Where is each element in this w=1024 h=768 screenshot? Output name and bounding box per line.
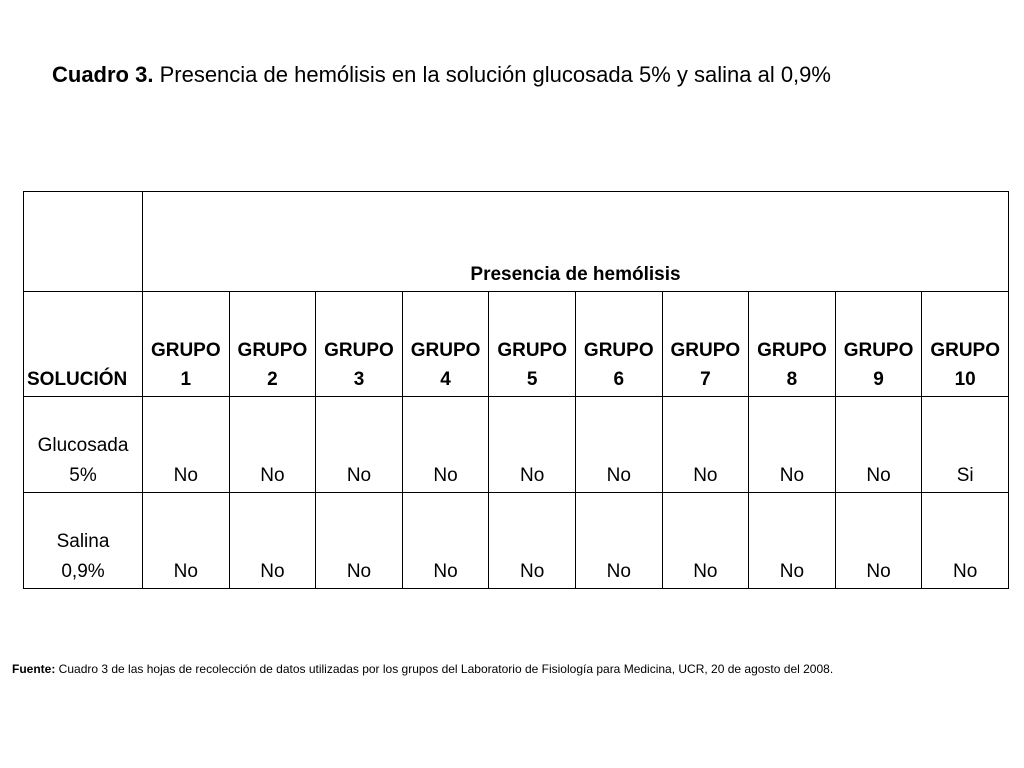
group-header-line: 7 — [700, 368, 711, 390]
table-cell: No — [229, 397, 316, 493]
row-label-line: 0,9% — [61, 560, 105, 582]
caption-label: Cuadro 3. — [52, 62, 154, 87]
row-label-line: 5% — [69, 464, 97, 486]
row-label — [24, 397, 143, 493]
group-header-line: GRUPO — [930, 340, 1001, 361]
group-header-4 — [402, 292, 489, 397]
row-label-line: Salina — [56, 531, 110, 553]
table-cell: No — [922, 493, 1009, 589]
group-header-line: 5 — [526, 368, 538, 390]
group-header-2 — [229, 292, 316, 397]
group-header-line: 9 — [873, 368, 884, 390]
group-header-5 — [489, 292, 576, 397]
group-header-line: 8 — [786, 368, 798, 390]
table-cell: No — [143, 397, 230, 493]
table-cell: No — [662, 493, 749, 589]
table-cell: No — [575, 493, 662, 589]
group-header-line: GRUPO — [410, 340, 481, 361]
group-header-6 — [575, 292, 662, 397]
group-header-7 — [662, 292, 749, 397]
table-cell: No — [229, 493, 316, 589]
table-cell: No — [316, 493, 403, 589]
table-cell: No — [316, 397, 403, 493]
table-cell: No — [489, 493, 576, 589]
group-header-line: GRUPO — [150, 340, 221, 361]
hemolysis-table — [23, 191, 1009, 589]
group-header-8 — [749, 292, 836, 397]
table-row — [24, 397, 1009, 493]
table-cell: Si — [922, 397, 1009, 493]
table-cell: No — [575, 397, 662, 493]
group-header-9 — [835, 292, 922, 397]
empty-corner-cell — [24, 192, 143, 292]
group-header-line: GRUPO — [237, 340, 308, 361]
group-header-line: GRUPO — [757, 340, 827, 361]
table-cell: No — [662, 397, 749, 493]
group-header-10 — [922, 292, 1009, 397]
table-cell: No — [749, 397, 836, 493]
table-caption — [52, 62, 831, 88]
group-header-line: GRUPO — [583, 340, 654, 361]
group-header-line: GRUPO — [324, 340, 394, 361]
table-cell: No — [402, 493, 489, 589]
group-header-line: GRUPO — [497, 340, 568, 361]
table-cell: No — [402, 397, 489, 493]
span-header: Presencia de hemólisis — [143, 192, 1009, 292]
table-cell: No — [489, 397, 576, 493]
group-header-line: 10 — [954, 368, 976, 390]
source-label: Fuente: — [12, 662, 56, 676]
row-label — [24, 493, 143, 589]
group-header-line: GRUPO — [843, 340, 914, 361]
group-header-line: 4 — [440, 368, 451, 390]
group-header-line: GRUPO — [670, 340, 741, 361]
table-row — [24, 493, 1009, 589]
table-cell: No — [749, 493, 836, 589]
row-label-line: Glucosada — [37, 435, 129, 457]
source-note — [12, 662, 833, 676]
source-text: Cuadro 3 de las hojas de recolección de datos utilizadas por los grupos del Laboratorio de Fisiología para Medicina, UCR, 20 de agosto del 2008. — [55, 662, 834, 676]
group-header-line: 6 — [613, 368, 625, 390]
group-header-1 — [143, 292, 230, 397]
table-cell: No — [835, 493, 922, 589]
group-header-line: 1 — [180, 368, 192, 390]
group-header-line: 2 — [267, 368, 278, 390]
solution-header: SOLUCIÓN — [24, 292, 143, 397]
group-header-3 — [316, 292, 403, 397]
group-header-line: 3 — [353, 368, 365, 390]
table-cell: No — [835, 397, 922, 493]
caption-text: Presencia de hemólisis en la solución glucosada 5% y salina al 0,9% — [153, 62, 831, 87]
table-cell: No — [143, 493, 230, 589]
